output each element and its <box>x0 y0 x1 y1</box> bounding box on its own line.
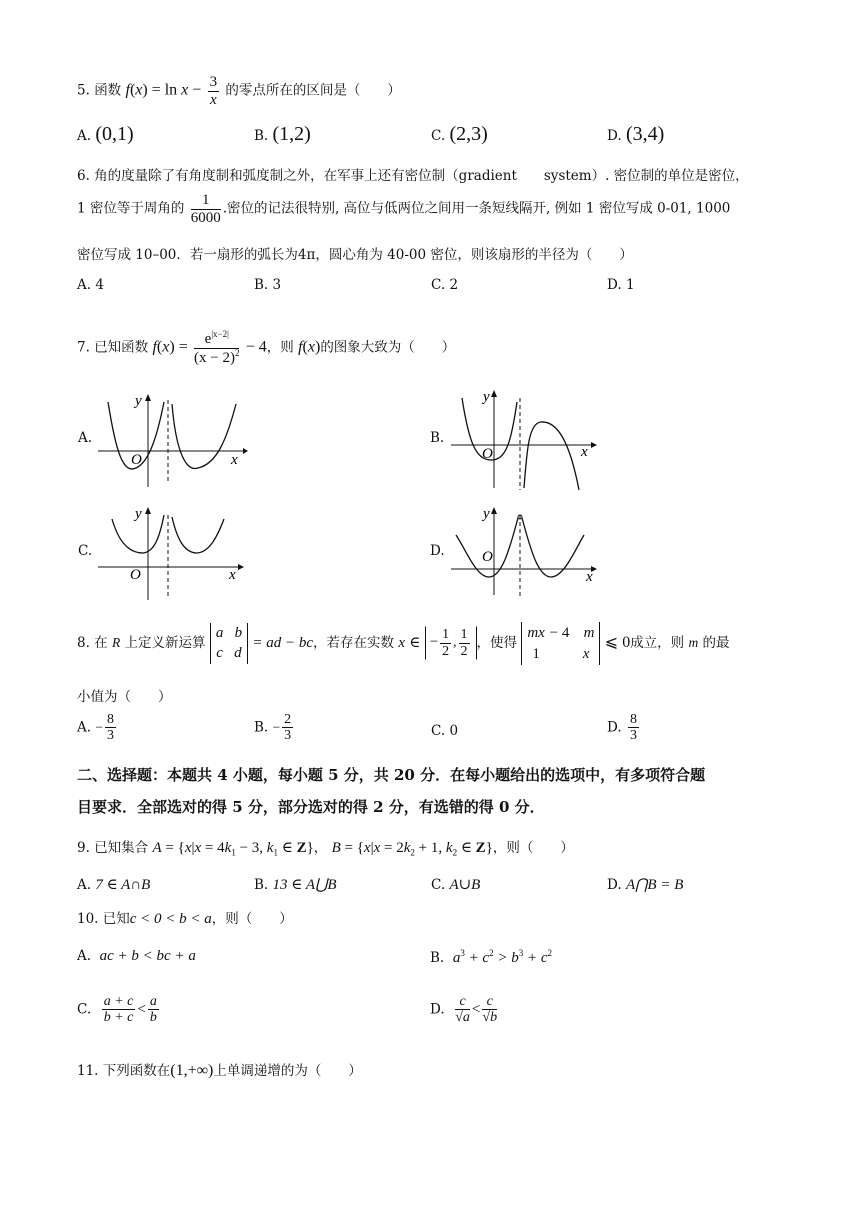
svg-text:x: x <box>229 567 236 583</box>
q5-option-b[interactable]: B. (1,2) <box>254 123 311 145</box>
q7-graph-label-c[interactable]: C. <box>78 543 93 559</box>
q9-option-b[interactable]: B. 13 ∈ A⋃B <box>254 877 337 893</box>
svg-text:y: y <box>135 393 142 409</box>
q10-option-b[interactable]: B. $a^3 + c^2 > b^3 + c^2$ <box>430 948 552 966</box>
q10-option-d[interactable]: D. $\frac{c}{√a}$ < $\frac{c}{√b}$ <box>430 994 498 1026</box>
q9-option-c[interactable]: C. A∪B <box>431 877 481 893</box>
svg-text:x: x <box>581 444 588 460</box>
q9-option-d[interactable]: D. A⋂B = B <box>607 877 684 893</box>
q11-stem: 11. 下列函数在(1,+∞)上单调递增的为（ ） <box>77 1062 362 1079</box>
q10-option-a[interactable]: A. ac + b < bc + a <box>77 948 196 964</box>
q7-graph-d <box>451 505 611 600</box>
svg-text:O: O <box>482 549 493 565</box>
q9-stem: 9. 已知集合 $A = \{x|x = 4k_1 - 3$, $k_1$ ∈ Z}， $B = \{x|x = 2k_2 + 1$, $k_2$ ∈ Z}，则（ ） <box>77 840 574 858</box>
svg-text:O: O <box>130 567 141 583</box>
q8-stem: 8. 在 R 上定义新运算 a b c d = ad − bc，若存在实数 x ∈ − $\frac{1}{2}$ , $\frac{1}{2}$ ，使得 mx − 4 m 1 x ⩽ 0成立，则 m 的最 <box>77 622 730 665</box>
q5-option-a[interactable]: A. (0,1) <box>77 123 134 145</box>
q5-option-c[interactable]: C. (2,3) <box>431 123 488 145</box>
q7-graph-b <box>451 388 611 493</box>
q6-line2: 1 密位等于周角的 $\frac{1}{6000}$ .密位的记法很特别, 高位与低两位之间用一条短线隔开, 例如 1 密位写成 0-01, 1000 <box>77 192 731 226</box>
q7-graph-c <box>98 505 248 605</box>
q6-option-d[interactable]: D. 1 <box>607 277 635 293</box>
q8-option-a[interactable]: A. − $\frac{8}{3}$ <box>77 712 114 744</box>
q9-option-a[interactable]: A. 7 ∈ A∩B <box>77 877 151 893</box>
section2-heading-line2: 目要求．全部选对的得 5 分，部分选对的得 2 分，有选错的得 0 分． <box>77 798 545 816</box>
svg-text:y: y <box>483 389 490 405</box>
q10-stem: 10. 已知c < 0 < b < a，则（ ） <box>77 911 293 927</box>
q6-option-b[interactable]: B. 3 <box>254 277 282 293</box>
svg-text:O: O <box>131 452 142 468</box>
q7-graph-label-b[interactable]: B. <box>430 430 445 446</box>
q8-option-b[interactable]: B. − $\frac{2}{3}$ <box>254 712 292 744</box>
q5-stem: 5. 函数 f(x) = ln x − $\frac{3}{x}$ 的零点所在的区间是（ ） <box>77 74 401 108</box>
q8-line2: 小值为（ ） <box>77 689 172 705</box>
q8-option-d[interactable]: D. $\frac{8}{3}$ <box>607 712 637 744</box>
q7-graph-label-d[interactable]: D. <box>430 543 445 559</box>
q6-line1: 6. 角的度量除了有角度制和弧度制之外，在军事上还有密位制（gradient system）. 密位制的单位是密位， <box>77 168 749 184</box>
svg-text:x: x <box>586 569 593 585</box>
svg-text:x: x <box>231 452 238 468</box>
q7-stem: 7. 已知函数 f(x) = $\frac{e^{|x-2|}}{(x - 2)^2}$ − 4，则 f(x)的图象大致为（ ） <box>77 329 456 366</box>
section2-heading-line1: 二、选择题：本题共 4 小题，每小题 5 分，共 20 分．在每小题给出的选项中，有多项符合题 <box>77 766 706 784</box>
q6-option-c[interactable]: C. 2 <box>431 277 459 293</box>
q10-option-c[interactable]: C. $\frac{a + c}{b + c}$ < $\frac{a}{b}$ <box>77 994 157 1026</box>
q7-graph-a <box>98 392 248 492</box>
svg-text:y: y <box>135 506 142 522</box>
svg-text:O: O <box>482 446 493 462</box>
svg-text:y: y <box>483 506 490 522</box>
q6-option-a[interactable]: A. 4 <box>77 277 104 293</box>
q8-option-c[interactable]: C. 0 <box>431 723 459 739</box>
q5-option-d[interactable]: D. (3,4) <box>607 123 665 145</box>
q6-line3: 密位写成 10–00．若一扇形的弧长为4π，圆心角为 40-00 密位，则该扇形的半径为（ ） <box>77 247 633 263</box>
q7-graph-label-a[interactable]: A. <box>78 430 93 446</box>
